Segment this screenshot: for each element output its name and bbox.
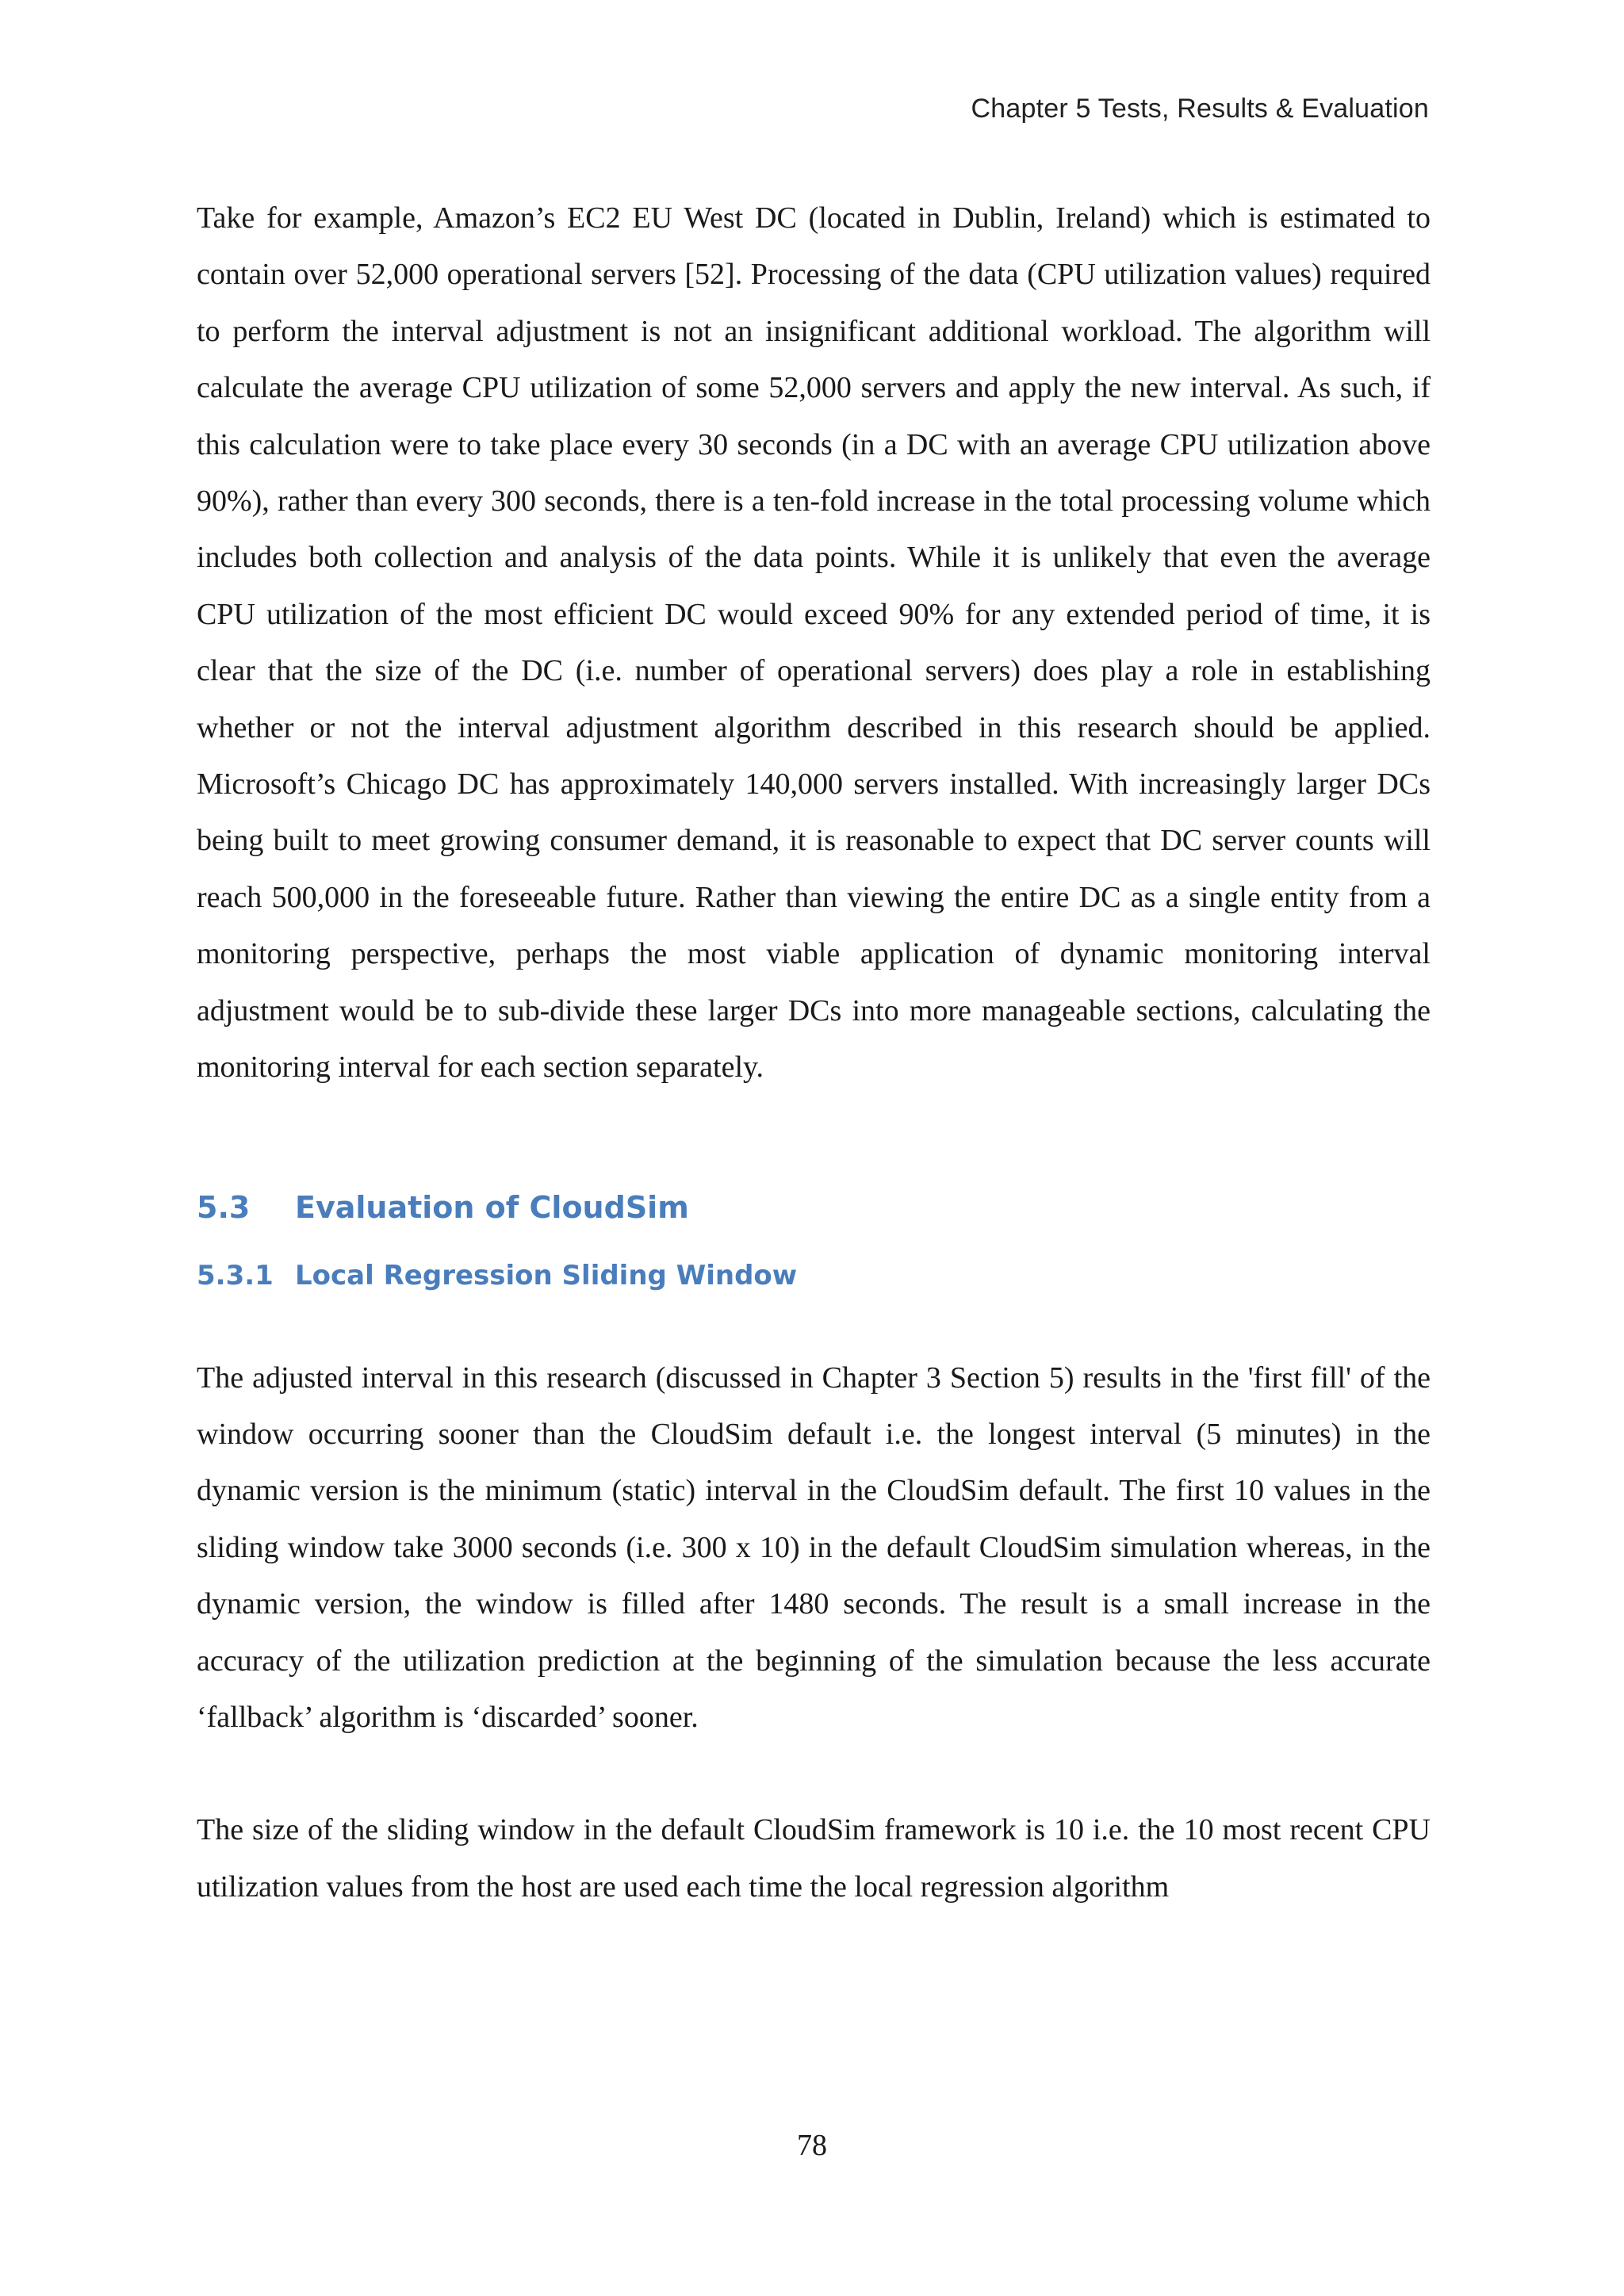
- subsection-heading: [197, 1260, 1431, 1304]
- page-number: 78: [797, 2129, 827, 2162]
- section-heading: [197, 1190, 1431, 1238]
- running-header: Chapter 5 Tests, Results & Evaluation: [971, 94, 1429, 124]
- body-paragraph: Take for example, Amazon’s EC2 EU West DC (located in Dublin, Ireland) which is estimated to contain over 52,000 operational servers [52]. Processing of the data (CPU utilization values) required to perform the interval adjustment is not an insignificant additional workload. The algorithm will calculate the average CPU utilization of some 52,000 servers and apply the new interval. As such, if this calculation were to take place every 30 seconds (in a DC with an average CPU utilization above 90%), rather than every 300 seconds, there is a ten-fold increase in the total processing volume which includes both collection and analysis of the data points. While it is unlikely that even the average CPU utilization of the most efficient DC would exceed 90% for any extended period of time, it is clear that the size of the DC (i.e. number of operational servers) does play a role in establishing whether or not the interval adjustment algorithm described in this research should be applied. Microsoft’s Chicago DC has approximately 140,000 servers installed. With increasingly larger DCs being built to meet growing consumer demand, it is reasonable to expect that DC server counts will reach 500,000 in the foreseeable future. Rather than viewing the entire DC as a single entity from a monitoring perspective, perhaps the most viable application of dynamic monitoring interval adjustment would be to sub-divide these larger DCs into more manageable sections, calculating the monitoring interval for each section separately.: [197, 201, 1431, 1085]
- subsection-number: 5.3.1: [197, 1259, 274, 1292]
- body-paragraph: The adjusted interval in this research (discussed in Chapter 3 Section 5) results in the 'first fill' of the window occurring sooner than the CloudSim default i.e. the longest interval (5 minutes) in the dynamic version is the minimum (static) interval in the CloudSim default. The first 10 values in the sliding window take 3000 seconds (i.e. 300 x 10) in the default CloudSim simulation whereas, in the dynamic version, the window is filled after 1480 seconds. The result is a small increase in the accuracy of the utilization prediction at the beginning of the simulation because the less accurate ‘fallback’ algorithm is ‘discarded’ sooner.: [197, 1360, 1431, 1734]
- page-content: [197, 190, 1431, 1915]
- section-number: 5.3: [197, 1189, 251, 1225]
- body-paragraph: The size of the sliding window in the default CloudSim framework is 10 i.e. the 10 most recent CPU utilization values from the host are used each time the local regression algorithm: [197, 1813, 1431, 1904]
- subsection-title: Local Regression Sliding Window: [295, 1259, 798, 1292]
- section-title: Evaluation of CloudSim: [295, 1189, 689, 1225]
